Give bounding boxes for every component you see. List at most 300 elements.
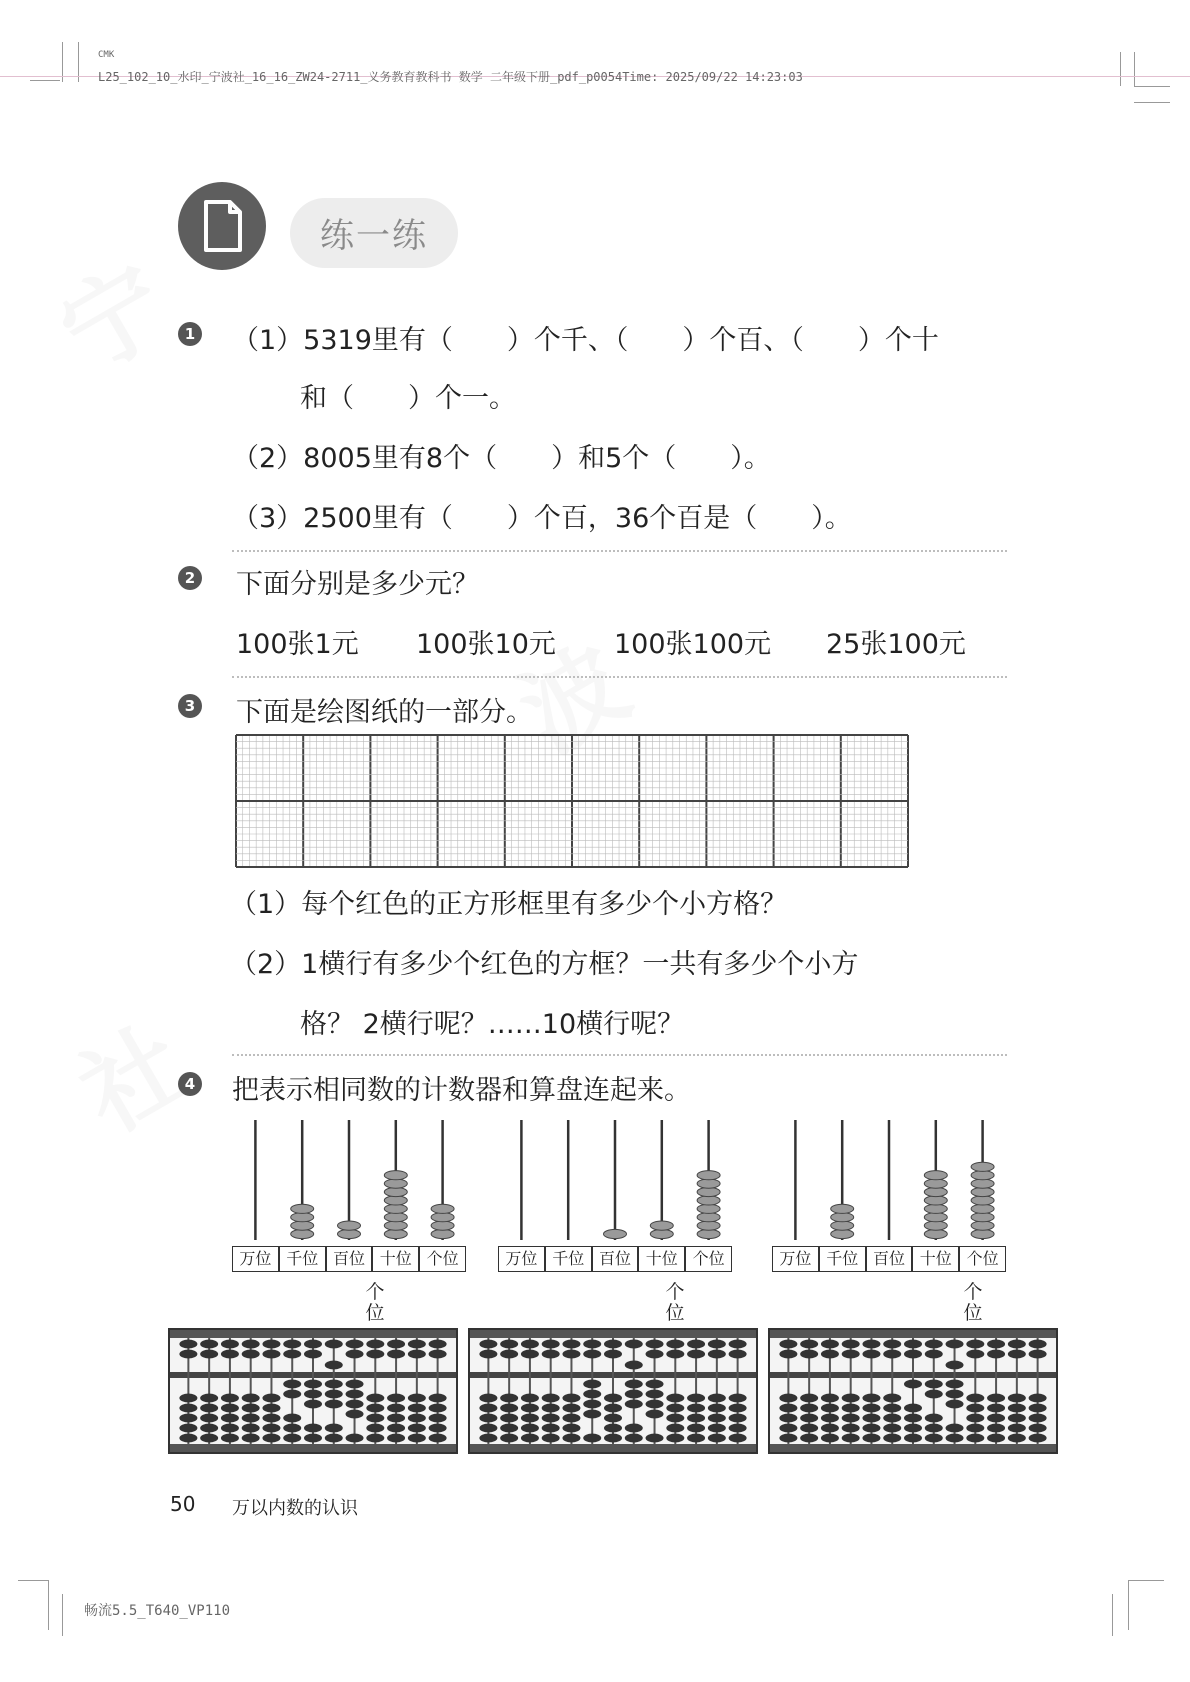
counter-bead: [971, 1213, 994, 1222]
counter-bead: [924, 1221, 947, 1230]
abacus-bead: [1008, 1340, 1026, 1349]
abacus-bead: [1008, 1414, 1026, 1423]
counter-bead: [971, 1162, 994, 1171]
abacus-bead: [583, 1390, 601, 1399]
abacus-bead: [1008, 1434, 1026, 1443]
abacus-bead: [800, 1434, 818, 1443]
abacus-bead: [283, 1434, 301, 1443]
abacus-bead: [666, 1414, 684, 1423]
abacus-bead: [925, 1340, 943, 1349]
abacus-bead: [646, 1400, 664, 1409]
abacus-bead: [583, 1350, 601, 1359]
abacus-bead: [387, 1414, 405, 1423]
abacus-bead: [800, 1340, 818, 1349]
counter-bead: [971, 1229, 994, 1238]
abacus-bead: [283, 1390, 301, 1399]
abacus-bead: [904, 1424, 922, 1433]
abacus-bead: [200, 1340, 218, 1349]
abacus-bead: [708, 1414, 726, 1423]
counter-bead: [924, 1213, 947, 1222]
divider: [232, 550, 1007, 552]
problem-1-line-1: （1）5319里有（ ）个千、（ ）个百、（ ）个十: [232, 325, 939, 356]
abacus-bead: [842, 1340, 860, 1349]
abacus-bead: [625, 1424, 643, 1433]
abacus-bead: [366, 1414, 384, 1423]
abacus-bead: [242, 1394, 260, 1403]
abacus-1[interactable]: [168, 1328, 458, 1454]
abacus-bead: [429, 1424, 447, 1433]
abacus-bead: [562, 1414, 580, 1423]
abacus-bead: [646, 1434, 664, 1443]
abacus-bead: [179, 1414, 197, 1423]
abacus-bead: [179, 1434, 197, 1443]
abacus-3-unit-label: 个位: [963, 1281, 983, 1324]
counter-bead: [384, 1229, 407, 1238]
abacus-bead: [729, 1414, 747, 1423]
trim-mark: [1112, 1594, 1113, 1636]
counter-bead: [384, 1171, 407, 1180]
abacus-bead: [200, 1424, 218, 1433]
abacus-bead: [346, 1380, 364, 1389]
page-number: 50: [170, 1492, 196, 1516]
print-code: 畅流5.5_T640_VP110: [84, 1603, 231, 1619]
abacus-bead: [821, 1350, 839, 1359]
abacus-bead: [429, 1340, 447, 1349]
trim-mark: [1134, 86, 1170, 87]
abacus-bead: [200, 1414, 218, 1423]
problem-3-sub-3: 格？ 2横行呢？……10横行呢？: [300, 1009, 685, 1040]
abacus-bead: [925, 1424, 943, 1433]
abacus-bead: [346, 1390, 364, 1399]
abacus-bead: [179, 1424, 197, 1433]
abacus-bead: [779, 1340, 797, 1349]
abacus-bead: [262, 1434, 280, 1443]
abacus-bead: [862, 1350, 880, 1359]
abacus-bead: [687, 1350, 705, 1359]
counter-bead: [971, 1187, 994, 1196]
abacus-bead: [779, 1424, 797, 1433]
abacus-bead: [842, 1434, 860, 1443]
abacus-bead: [708, 1394, 726, 1403]
abacus-bead: [800, 1404, 818, 1413]
abacus-bead: [925, 1390, 943, 1399]
place-label: 万位: [498, 1246, 545, 1272]
abacus-bead: [646, 1340, 664, 1349]
place-label: 万位: [772, 1246, 819, 1272]
abacus-bead: [304, 1390, 322, 1399]
counter-bead: [971, 1171, 994, 1180]
header-info: L25_102_10_水印_宁波社_16_16_ZW24-2711_义务教育教科书 数学 二年级下册_pdf_p0054Time: 2025/09/22 14:23:03: [98, 70, 803, 84]
abacus-bead: [562, 1394, 580, 1403]
abacus-1-unit-label: 个位: [365, 1281, 385, 1324]
abacus-bead: [429, 1350, 447, 1359]
abacus-bead: [408, 1350, 426, 1359]
counter-bead: [971, 1204, 994, 1213]
problem-4-question: 把表示相同数的计数器和算盘连起来。: [232, 1075, 691, 1106]
abacus-bead: [583, 1340, 601, 1349]
abacus-bead: [542, 1394, 560, 1403]
abacus-bead: [925, 1414, 943, 1423]
counter-bead: [650, 1229, 673, 1238]
abacus-bead: [821, 1394, 839, 1403]
abacus-bead: [708, 1340, 726, 1349]
abacus-bead: [779, 1350, 797, 1359]
abacus-bead: [346, 1410, 364, 1419]
abacus-bead: [687, 1404, 705, 1413]
counter-bead: [697, 1229, 720, 1238]
counter-bead: [697, 1179, 720, 1188]
abacus-bead: [325, 1340, 343, 1349]
trim-mark: [1128, 1580, 1164, 1581]
abacus-bead: [666, 1434, 684, 1443]
abacus-bead: [304, 1434, 322, 1443]
abacus-bead: [779, 1414, 797, 1423]
abacus-bead: [966, 1394, 984, 1403]
abacus-bead: [842, 1394, 860, 1403]
abacus-bottom-bar: [170, 1444, 456, 1452]
exercise-icon: [178, 182, 266, 270]
abacus-bead: [604, 1340, 622, 1349]
counter-3[interactable]: [772, 1118, 1006, 1270]
place-label: 个位: [419, 1246, 466, 1272]
abacus-bead: [625, 1390, 643, 1399]
place-label: 千位: [819, 1246, 866, 1272]
abacus-3[interactable]: [768, 1328, 1058, 1454]
problem-number: 1: [178, 322, 202, 346]
place-label: 百位: [326, 1246, 373, 1272]
counter-bead: [431, 1221, 454, 1230]
abacus-bead: [221, 1414, 239, 1423]
place-label: 十位: [638, 1246, 685, 1272]
problem-3-sub-2: （2）1横行有多少个红色的方框？一共有多少个小方: [230, 949, 859, 980]
section-title: 练一练: [320, 216, 428, 256]
abacus-bead: [346, 1434, 364, 1443]
counter-bead: [650, 1221, 673, 1230]
counter-bead: [697, 1171, 720, 1180]
abacus-bead: [387, 1340, 405, 1349]
abacus-bead: [862, 1414, 880, 1423]
counter-rods: [498, 1118, 732, 1242]
abacus-bead: [262, 1404, 280, 1413]
money-item: 25张100元: [826, 629, 966, 660]
abacus-bead: [283, 1340, 301, 1349]
divider: [232, 1054, 1007, 1056]
abacus-bead: [883, 1394, 901, 1403]
abacus-bead: [708, 1350, 726, 1359]
abacus-bead: [666, 1424, 684, 1433]
abacus-bead: [479, 1340, 497, 1349]
abacus-bead: [542, 1404, 560, 1413]
abacus-bead: [666, 1404, 684, 1413]
abacus-bead: [242, 1414, 260, 1423]
abacus-bead: [179, 1404, 197, 1413]
abacus-bead: [583, 1410, 601, 1419]
trim-mark: [1128, 1580, 1129, 1630]
abacus-bead: [346, 1340, 364, 1349]
counter-bead: [831, 1204, 854, 1213]
abacus-2-unit-label: 个位: [665, 1281, 685, 1324]
abacus-bead: [200, 1394, 218, 1403]
abacus-bead: [542, 1350, 560, 1359]
counter-bead: [971, 1221, 994, 1230]
abacus-bead: [800, 1414, 818, 1423]
abacus-bead: [387, 1424, 405, 1433]
problem-1-line-3: （2）8005里有8个（ ）和5个（ ）。: [232, 443, 771, 474]
abacus-bead: [862, 1434, 880, 1443]
abacus-bead: [966, 1424, 984, 1433]
abacus-bead: [1029, 1340, 1047, 1349]
abacus-bead: [842, 1404, 860, 1413]
problem-1-line-4: （3）2500里有（ ）个百，36个百是（ ）。: [232, 503, 852, 534]
abacus-bead: [262, 1424, 280, 1433]
abacus-bead: [625, 1434, 643, 1443]
counter-bead: [338, 1221, 361, 1230]
abacus-bead: [408, 1434, 426, 1443]
abacus-bead: [729, 1434, 747, 1443]
abacus-bead: [604, 1404, 622, 1413]
abacus-bead: [479, 1350, 497, 1359]
abacus-bead: [304, 1380, 322, 1389]
abacus-bead: [387, 1394, 405, 1403]
abacus-bead: [666, 1340, 684, 1349]
abacus-bead: [604, 1394, 622, 1403]
abacus-bead: [842, 1414, 860, 1423]
abacus-bead: [800, 1424, 818, 1433]
trim-mark: [48, 1580, 49, 1630]
counter-bead: [384, 1179, 407, 1188]
place-label: 万位: [232, 1246, 279, 1272]
abacus-bead: [779, 1404, 797, 1413]
abacus-bead: [1008, 1350, 1026, 1359]
abacus-bead: [1008, 1394, 1026, 1403]
abacus-bead: [500, 1404, 518, 1413]
abacus-bead: [729, 1340, 747, 1349]
abacus-bead: [408, 1340, 426, 1349]
counter-bead: [831, 1221, 854, 1230]
abacus-bead: [200, 1434, 218, 1443]
trim-mark: [18, 1580, 48, 1581]
counter-bead: [338, 1229, 361, 1238]
abacus-bead: [666, 1394, 684, 1403]
abacus-bead: [479, 1394, 497, 1403]
abacus-bead: [542, 1340, 560, 1349]
abacus-bead: [946, 1400, 964, 1409]
abacus-bottom-bar: [770, 1444, 1056, 1452]
document-icon: [178, 182, 266, 270]
counter-bead: [604, 1229, 627, 1238]
abacus-bead: [179, 1394, 197, 1403]
abacus-bead: [542, 1414, 560, 1423]
abacus-bead: [604, 1424, 622, 1433]
problem-3-sub-1: （1）每个红色的正方形框里有多少个小方格？: [230, 889, 788, 920]
abacus-bead: [1029, 1424, 1047, 1433]
place-label: 个位: [959, 1246, 1006, 1272]
abacus-bead: [1029, 1394, 1047, 1403]
counter-bead: [924, 1171, 947, 1180]
abacus-bead: [946, 1434, 964, 1443]
abacus-bead: [583, 1434, 601, 1443]
abacus-bead: [904, 1434, 922, 1443]
counter-bead: [971, 1179, 994, 1188]
abacus-bead: [925, 1434, 943, 1443]
abacus-bead: [687, 1424, 705, 1433]
place-label: 千位: [279, 1246, 326, 1272]
abacus-bead: [408, 1404, 426, 1413]
abacus-bead: [325, 1390, 343, 1399]
abacus-bead: [346, 1400, 364, 1409]
abacus-bead: [221, 1434, 239, 1443]
abacus-bead: [387, 1434, 405, 1443]
counter-bead: [384, 1221, 407, 1230]
abacus-bead: [325, 1424, 343, 1433]
abacus-bead: [687, 1414, 705, 1423]
abacus-bead: [408, 1394, 426, 1403]
counter-bead: [697, 1213, 720, 1222]
abacus-bead: [221, 1350, 239, 1359]
abacus-bead: [200, 1404, 218, 1413]
abacus-bead: [708, 1424, 726, 1433]
abacus-bead: [521, 1424, 539, 1433]
abacus-bead: [387, 1350, 405, 1359]
abacus-bead: [325, 1380, 343, 1389]
chapter-title: 万以内数的认识: [232, 1498, 358, 1519]
abacus-bead: [304, 1350, 322, 1359]
abacus-bead: [1008, 1424, 1026, 1433]
problem-2-question: 下面分别是多少元？: [236, 569, 479, 600]
abacus-bead: [366, 1340, 384, 1349]
abacus-bead: [987, 1394, 1005, 1403]
color-marks: CMK: [98, 50, 115, 60]
abacus-bead: [966, 1350, 984, 1359]
abacus-bead: [687, 1394, 705, 1403]
abacus-bead: [429, 1404, 447, 1413]
abacus-bead: [987, 1424, 1005, 1433]
abacus-bead: [479, 1414, 497, 1423]
abacus-bead: [687, 1434, 705, 1443]
abacus-bead: [862, 1394, 880, 1403]
abacus-2[interactable]: [468, 1328, 758, 1454]
abacus-bead: [562, 1404, 580, 1413]
counter-bead: [291, 1204, 314, 1213]
place-label: 百位: [592, 1246, 639, 1272]
abacus-bead: [729, 1404, 747, 1413]
abacus-bead: [1029, 1404, 1047, 1413]
abacus-bead: [604, 1414, 622, 1423]
trim-mark: [1134, 52, 1135, 86]
abacus-bead: [987, 1414, 1005, 1423]
abacus-bead: [1029, 1414, 1047, 1423]
abacus-bead: [729, 1424, 747, 1433]
abacus-bead: [966, 1434, 984, 1443]
abacus-bead: [966, 1414, 984, 1423]
abacus-bead: [946, 1340, 964, 1349]
abacus-bead: [800, 1350, 818, 1359]
counter-2[interactable]: [498, 1118, 732, 1270]
abacus-bead: [946, 1424, 964, 1433]
abacus-bead: [800, 1394, 818, 1403]
counter-bead: [831, 1229, 854, 1238]
counter-bead: [971, 1196, 994, 1205]
abacus-bead: [283, 1380, 301, 1389]
abacus-bead: [262, 1414, 280, 1423]
place-label: 十位: [372, 1246, 419, 1272]
abacus-bead: [883, 1434, 901, 1443]
abacus-bead: [179, 1340, 197, 1349]
trim-mark: [1120, 52, 1121, 86]
counter-bead: [924, 1196, 947, 1205]
abacus-bead: [925, 1350, 943, 1359]
counter-bead: [291, 1221, 314, 1230]
abacus-bead: [904, 1350, 922, 1359]
abacus-bead: [842, 1424, 860, 1433]
money-item: 100张100元: [614, 629, 772, 660]
abacus-bead: [242, 1434, 260, 1443]
abacus-bead: [500, 1394, 518, 1403]
abacus-bead: [366, 1434, 384, 1443]
counter-1[interactable]: [232, 1118, 466, 1270]
abacus-bead: [883, 1350, 901, 1359]
abacus-bead: [687, 1340, 705, 1349]
money-item: 100张10元: [416, 629, 556, 660]
abacus-bead: [500, 1340, 518, 1349]
abacus-bead: [646, 1390, 664, 1399]
abacus-bead: [821, 1340, 839, 1349]
abacus-bead: [821, 1404, 839, 1413]
abacus-bead: [562, 1434, 580, 1443]
counter-bead: [697, 1221, 720, 1230]
graph-paper: [234, 733, 910, 869]
counter-bead: [291, 1229, 314, 1238]
abacus-bead: [946, 1380, 964, 1389]
counter-bead: [384, 1187, 407, 1196]
abacus-bead: [883, 1340, 901, 1349]
abacus-bead: [646, 1350, 664, 1359]
abacus-bead: [883, 1414, 901, 1423]
counter-bead: [697, 1204, 720, 1213]
abacus-bead: [500, 1414, 518, 1423]
abacus-bead: [987, 1350, 1005, 1359]
abacus-bead: [304, 1400, 322, 1409]
abacus-bead: [366, 1350, 384, 1359]
abacus-bead: [862, 1424, 880, 1433]
abacus-bead: [1029, 1434, 1047, 1443]
abacus-bead: [646, 1410, 664, 1419]
abacus-bead: [987, 1404, 1005, 1413]
abacus-bead: [604, 1434, 622, 1443]
counter-bead: [384, 1213, 407, 1222]
counter-bead: [924, 1229, 947, 1238]
abacus-bead: [387, 1404, 405, 1413]
abacus-bead: [479, 1404, 497, 1413]
abacus-bead: [521, 1394, 539, 1403]
abacus-bead: [542, 1424, 560, 1433]
trim-mark: [1134, 102, 1170, 103]
abacus-bead: [904, 1404, 922, 1413]
counter-bead: [924, 1187, 947, 1196]
counter-bead: [431, 1229, 454, 1238]
abacus-bead: [521, 1350, 539, 1359]
abacus-bead: [625, 1380, 643, 1389]
abacus-bead: [221, 1404, 239, 1413]
abacus-bead: [646, 1380, 664, 1389]
abacus-bead: [262, 1350, 280, 1359]
counter-bead: [384, 1204, 407, 1213]
abacus-bead: [604, 1350, 622, 1359]
counter-bead: [924, 1204, 947, 1213]
abacus-bead: [821, 1424, 839, 1433]
counter-bead: [431, 1204, 454, 1213]
abacus-bead: [966, 1340, 984, 1349]
